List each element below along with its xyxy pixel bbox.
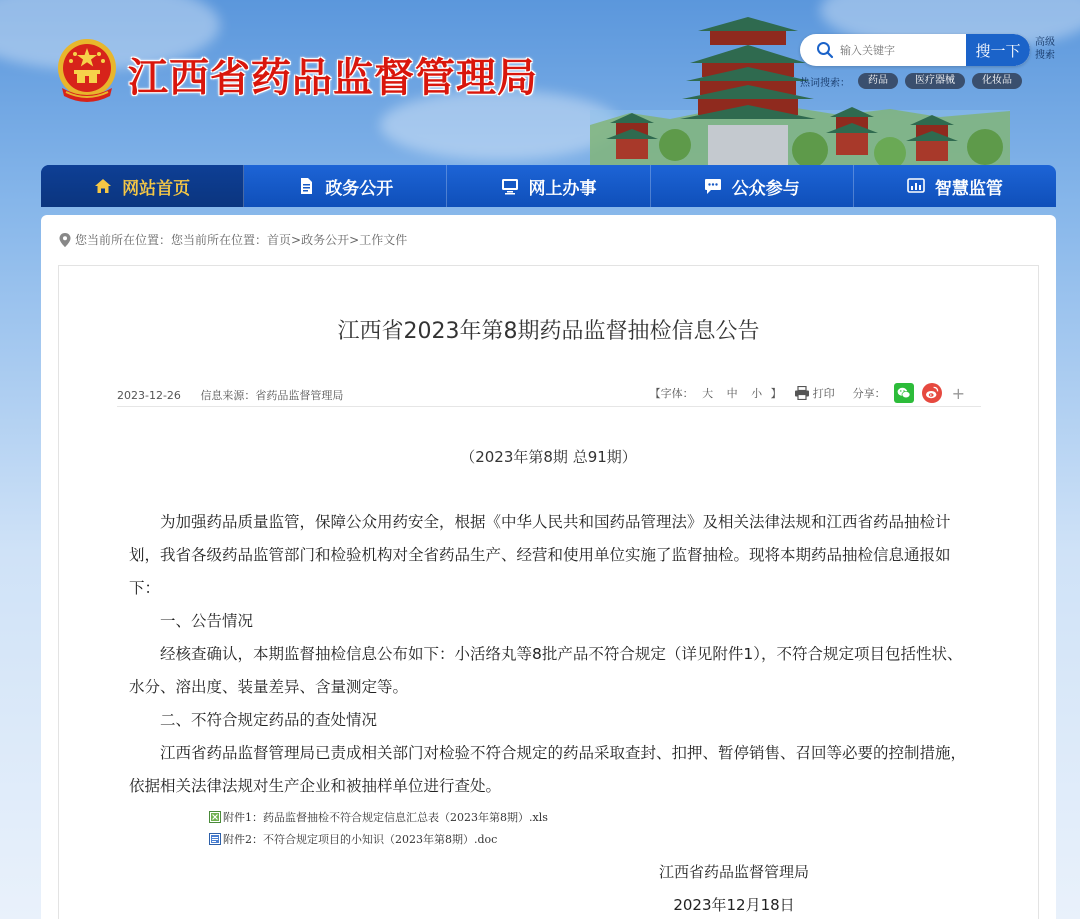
attachment-list	[209, 806, 548, 850]
hot-search-tag[interactable]: 药品	[858, 73, 898, 89]
font-size-medium[interactable]: 中	[726, 387, 738, 400]
breadcrumb-link-work-documents[interactable]: 工作文件	[359, 233, 408, 247]
doc-icon	[209, 833, 221, 845]
monitor-icon	[501, 177, 519, 195]
nav-item-home[interactable]	[41, 165, 244, 207]
national-emblem-icon	[54, 36, 120, 108]
breadcrumb-link-home[interactable]: 首页	[267, 233, 292, 247]
search-input[interactable]	[840, 34, 965, 66]
home-icon	[94, 177, 112, 195]
more-share-icon[interactable]: +	[951, 383, 965, 403]
font-label-open: 【字体：	[649, 387, 694, 400]
nav-item-label: 政务公开	[325, 178, 394, 199]
breadcrumb-separator: >	[291, 232, 302, 247]
main-nav	[41, 165, 1056, 207]
info-source: 信息来源：省药品监督管理局	[200, 389, 344, 402]
chat-icon	[704, 177, 722, 195]
site-title[interactable]: 江西省药品监督管理局	[128, 55, 538, 101]
article-container	[58, 265, 1039, 919]
section-heading: 二、不符合规定药品的查处情况	[160, 711, 378, 729]
attachment-item	[209, 828, 548, 850]
hot-search-tag[interactable]: 化妆品	[972, 73, 1022, 89]
breadcrumb	[59, 231, 407, 248]
nav-item-gov-affairs[interactable]	[244, 165, 447, 207]
breadcrumb-separator: >	[349, 232, 360, 247]
paragraph: 经核查确认，本期监督抽检信息公布如下：小活络丸等8批产品不符合规定（详见附件1），不符合规定项目包括性状、水分、溶出度、装量差异、含量测定等。	[129, 645, 963, 696]
print-button[interactable]	[794, 385, 835, 401]
chart-icon	[907, 177, 925, 195]
search-icon	[816, 41, 834, 59]
nav-item-label: 网上办事	[528, 178, 597, 199]
paragraph: 江西省药品监督管理局已责成相关部门对检验不符合规定的药品采取查封、扣押、暂停销售、召回等必要的控制措施，依据相关法律法规对生产企业和被抽样单位进行查处。	[129, 744, 967, 795]
nav-item-label: 公众参与	[731, 178, 800, 199]
search-button[interactable]: 搜一下	[966, 34, 1030, 66]
xls-icon	[209, 811, 221, 823]
hot-search-label: 热词搜索：	[800, 77, 850, 89]
section-heading: 一、公告情况	[160, 612, 254, 630]
signature-block	[649, 856, 819, 919]
print-label: 打印	[812, 387, 835, 400]
search-box	[800, 34, 1030, 66]
nav-item-label: 智慧监管	[934, 178, 1003, 199]
hot-search-bar	[800, 73, 1029, 89]
printer-icon	[794, 386, 810, 400]
location-pin-icon	[59, 233, 71, 247]
article-body	[129, 506, 974, 803]
article-title: 江西省2023年第8期药品监督抽检信息公告	[337, 319, 760, 344]
breadcrumb-link-gov-affairs[interactable]: 政务公开	[301, 233, 350, 247]
nav-item-smart-supervision[interactable]	[854, 165, 1056, 207]
issue-number: （2023年第8期 总91期）	[460, 448, 637, 466]
publish-date: 2023-12-26	[117, 389, 181, 402]
nav-item-label: 网站首页	[122, 178, 191, 199]
attachment-item	[209, 806, 548, 828]
advanced-search-link[interactable]: 高级搜索	[1035, 37, 1055, 61]
breadcrumb-text: 您当前所在位置：	[171, 233, 268, 247]
nav-item-public-participation[interactable]	[651, 165, 854, 207]
share-label: 分享：	[852, 387, 886, 400]
signature-date: 2023年12月18日	[673, 896, 795, 914]
attachment-link-doc[interactable]: 附件2：不符合规定项目的小知识（2023年第8期）.doc	[223, 833, 498, 846]
breadcrumb-prefix: 您当前所在位置：	[75, 233, 172, 247]
signature-org: 江西省药品监督管理局	[658, 863, 809, 881]
nav-item-online-service[interactable]	[447, 165, 650, 207]
document-icon	[297, 177, 315, 195]
weibo-share-icon[interactable]	[922, 383, 942, 403]
paragraph: 为加强药品质量监管，保障公众用药安全，根据《中华人民共和国药品管理法》及相关法律法规和江西省药品抽检计划，我省各级药品监管部门和检验机构对全省药品生产、经营和使用单位实施了监督抽检。现将本期药品抽检信息通报如下：	[129, 513, 951, 597]
font-size-control	[650, 385, 782, 401]
article-meta-bar	[117, 383, 981, 407]
hot-search-tag[interactable]: 医疗器械	[905, 73, 965, 89]
font-size-small[interactable]: 小	[751, 387, 763, 400]
wechat-share-icon[interactable]	[894, 383, 914, 403]
font-size-large[interactable]: 大	[702, 387, 714, 400]
attachment-link-xls[interactable]: 附件1：药品监督抽检不符合规定信息汇总表（2023年第8期）.xls	[223, 811, 548, 824]
main-content	[41, 215, 1056, 919]
font-label-close: 】	[770, 387, 782, 400]
site-header	[0, 0, 1080, 165]
